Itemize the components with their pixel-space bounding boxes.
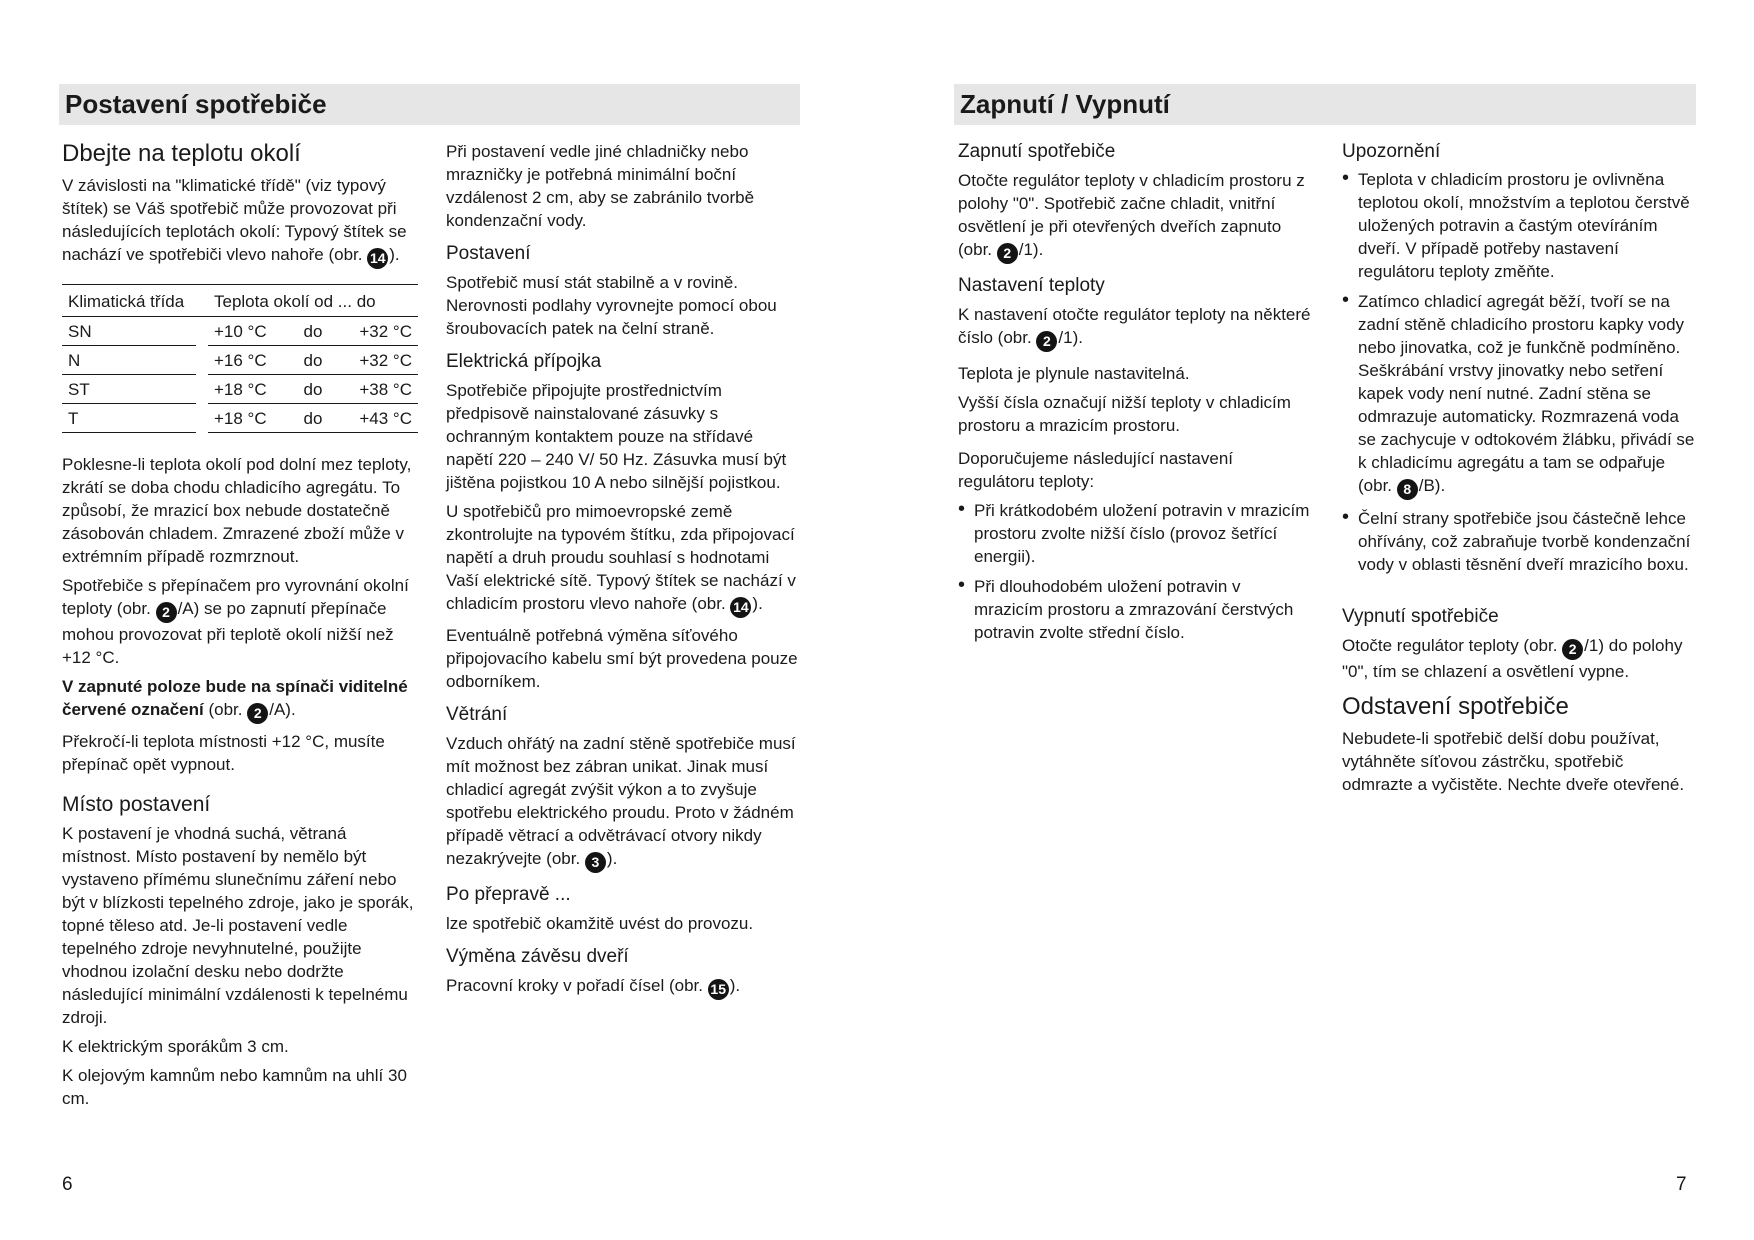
left-column-2: [446, 140, 802, 1006]
page-number-left: 6: [62, 1174, 73, 1195]
figure-ref-icon: 2: [247, 703, 268, 724]
table-cell-do: do: [293, 375, 334, 404]
table-header-class: Klimatická třída: [62, 284, 196, 317]
right-column-1: [958, 140, 1314, 651]
figure-ref-icon: 15: [708, 979, 729, 1000]
table-header-row: [62, 284, 418, 317]
figure-ref-icon: 14: [367, 248, 388, 269]
table-row: [62, 346, 418, 375]
figure-ref-icon: 2: [1562, 639, 1583, 660]
climate-class-table: [62, 284, 418, 433]
table-row: [62, 404, 418, 433]
heading-ambient-temperature: Dbejte na teplotu okolí: [62, 140, 301, 167]
table-cell-to: +32 °C: [333, 346, 418, 375]
table-cell-from: +10 °C: [208, 317, 293, 346]
table-row: [62, 375, 418, 404]
paragraph-room-temperature: Překročí-li teplota místnosti +12 °C, musíte přepínač opět vypnout.: [62, 732, 385, 774]
table-cell-do: do: [293, 404, 334, 433]
paragraph-oven-distance: K olejovým kamnům nebo kamnům na uhlí 30 cm.: [62, 1066, 407, 1108]
paragraph-stove-distance: K elektrickým sporákům 3 cm.: [62, 1037, 289, 1056]
list-item: • Čelní strany spotřebiče jsou částečně lehce ohřívány, což zabraňuje tvorbě kondenzační vody v oblasti těsnění dveří mrazicího boxu.: [1342, 507, 1698, 576]
paragraph-switch-on: Otočte regulátor teploty v chladicím prostoru z polohy "0". Spotřebič začne chladit, vnitřní osvětlení je při otevřených dveřích zapnuto (obr. 2 /1).: [958, 169, 1314, 264]
recommendation-list: [958, 499, 1314, 644]
table-cell-from: +16 °C: [208, 346, 293, 375]
paragraph-continuous: Teplota je plynule nastavitelná.: [958, 364, 1190, 383]
table-row: [62, 317, 418, 346]
heading-location: Místo postavení: [62, 793, 211, 816]
paragraph-side-distance: Při postavení vedle jiné chladničky nebo mrazničky je potřebná minimální boční vzdálenost 2 cm, aby se zabránilo tvorbě kondenzační vody.: [446, 142, 755, 230]
table-cell-class: ST: [62, 375, 196, 404]
table-cell-from: +18 °C: [208, 404, 293, 433]
paragraph-higher-numbers: Vyšší čísla označují nižší teploty v chladicím prostoru a mrazicím prostoru.: [958, 393, 1291, 435]
heading-transport: Po přepravě ...: [446, 884, 571, 905]
table-cell-do: do: [293, 317, 334, 346]
figure-ref-icon: 2: [156, 602, 177, 623]
paragraph-non-european: U spotřebičů pro mimoevropské země zkontrolujte na typovém štítku, zda připojovací napětí a druh proudu souhlasí s hodnotami Vaší elektrické sítě. Typový štítek se nachází v chladicím prostoru vlevo nahoře (obr. 14 ).: [446, 500, 802, 618]
heading-ventilation: Větrání: [446, 704, 508, 725]
paragraph-temperature-drop: Poklesne-li teplota okolí pod dolní mez teploty, zkrátí se doba chodu chladicího agregátu. To způsobí, že mrazicí box nebude dostatečně zásobován chladem. Zmrazené zboží může v extrémním případě rozmrznout.: [62, 455, 412, 566]
paragraph-recommendation: Doporučujeme následující nastavení regulátoru teploty:: [958, 449, 1233, 491]
figure-ref-icon: 14: [730, 597, 751, 618]
figure-ref-icon: 2: [997, 243, 1018, 264]
paragraph-temperature-setting: K nastavení otočte regulátor teploty na některé číslo (obr. 2 /1).: [958, 303, 1314, 352]
table-cell-class: T: [62, 404, 196, 433]
heading-electrical: Elektrická přípojka: [446, 351, 602, 372]
paragraph-switch-off: Otočte regulátor teploty (obr. 2 /1) do polohy "0", tím se chlazení a osvětlení vypne.: [1342, 636, 1683, 681]
list-item: • Teplota v chladicím prostoru je ovlivněna teplotou okolí, množstvím a teplotou čerstvě uložených potravin a častým otevíráním dveří. V případě potřeby nastavení regulátoru teploty změňte.: [1342, 168, 1698, 283]
figure-ref-icon: 2: [1036, 331, 1057, 352]
list-item: • Při krátkodobém uložení potravin v mrazicím prostoru zvolte nižší číslo (provoz šetřící energii).: [958, 499, 1314, 568]
right-column-2: [1342, 140, 1698, 802]
paragraph-location: K postavení je vhodná suchá, větraná místnost. Místo postavení by nemělo být vystaveno přímému slunečnímu záření nebo být v blízkosti tepelného zdroje, jako je sporák, topné těleso atd. Je-li postavení vedle tepelného zdroje nevyhnutelné, použijte vhodnou izolační desku nebo dodržte následující minimální vzdálenosti k tepelnému zdroji.: [62, 824, 414, 1027]
notice-list: [1342, 168, 1698, 576]
figure-ref-icon: 3: [585, 852, 606, 873]
table-cell-do: do: [293, 346, 334, 375]
table-cell-to: +32 °C: [333, 317, 418, 346]
paragraph-transport: lze spotřebič okamžitě uvést do provozu.: [446, 914, 754, 933]
heading-notice: Upozornění: [1342, 141, 1441, 162]
heading-placement: Postavení: [446, 243, 531, 264]
list-item: • Při dlouhodobém uložení potravin v mrazicím prostoru a zmrazování čerstvých potravin zvolte střední číslo.: [958, 575, 1314, 644]
table-cell-to: +43 °C: [333, 404, 418, 433]
table-cell-class: N: [62, 346, 196, 375]
paragraph-switch: Spotřebiče s přepínačem pro vyrovnání okolní teploty (obr. 2 /A) se po zapnutí přepínače mohou provozovat při teplotě okolí nižší než +12 °C.: [62, 576, 409, 667]
right-page-header: Zapnutí / Vypnutí: [954, 84, 1696, 125]
paragraph-door-hinge: Pracovní kroky v pořadí čísel (obr. 15 ).: [446, 974, 802, 1000]
table-cell-from: +18 °C: [208, 375, 293, 404]
table-header-temperature: Teplota okolí od ... do: [208, 284, 418, 317]
paragraph-placement: Spotřebič musí stát stabilně a v rovině. Nerovnosti podlahy vyrovnejte pomocí obou šroubovacích patek na čelní straně.: [446, 273, 777, 338]
page-number-right: 7: [1676, 1174, 1687, 1195]
paragraph-shutdown: Nebudete-li spotřebič delší dobu používat, vytáhněte síťovou zástrčku, spotřebič odmrazte a vyčistěte. Nechte dveře otevřené.: [1342, 729, 1685, 794]
table-cell-class: SN: [62, 317, 196, 346]
table-cell-to: +38 °C: [333, 375, 418, 404]
heading-door-hinge: Výměna závěsu dveří: [446, 946, 629, 967]
paragraph-cable: Eventuálně potřebná výměna síťového připojovacího kabelu smí být provedena pouze odborníkem.: [446, 626, 798, 691]
paragraph-electrical: Spotřebiče připojujte prostřednictvím předpisově nainstalované zásuvky s ochranným kontaktem pouze na střídavé napětí 220 – 240 V/ 50 Hz. Zásuvka musí být jištěna pojistkou 10 A nebo silnější pojistkou.: [446, 381, 787, 492]
heading-temperature-setting: Nastavení teploty: [958, 275, 1105, 296]
left-page-header: Postavení spotřebiče: [59, 84, 800, 125]
paragraph-climate-class: V závislosti na "klimatické třídě" (viz typový štítek) se Váš spotřebič může provozovat při následujících teplotách okolí: Typový štítek se nachází ve spotřebiči vlevo nahoře (obr. 14 ).: [62, 174, 418, 269]
heading-switch-on: Zapnutí spotřebiče: [958, 141, 1116, 162]
table-header-spacer: [196, 284, 208, 317]
left-column-1: [62, 140, 418, 1116]
figure-ref-icon: 8: [1397, 479, 1418, 500]
heading-shutdown: Odstavení spotřebiče: [1342, 693, 1569, 720]
paragraph-switch-indicator: V zapnuté poloze bude na spínači viditelné červené označení (obr. 2 /A).: [62, 675, 418, 724]
paragraph-ventilation: Vzduch ohřátý na zadní stěně spotřebiče musí mít možnost bez zábran unikat. Jinak musí chladicí agregát zvýšit výkon a to zvyšuje spotřebu elektrického proudu. Proto v žádném případě větrací a odvětrávací otvory nikdy nezakrývejte (obr. 3 ).: [446, 732, 802, 873]
heading-switch-off: Vypnutí spotřebiče: [1342, 606, 1499, 627]
list-item: • Zatímco chladicí agregát běží, tvoří se na zadní stěně chladicího prostoru kapky vody nebo jinovatka, což je funkčně podmíněno. Seškrábání vrstvy jinovatky nebo setření kapek vody není nutné. Zadní stěna se odmrazuje automaticky. Rozmrazená voda se zachycuje v odtokovém žlábku, přivádí se k chladicímu agregátu a tam se odpařuje (obr. 8 /B).: [1342, 290, 1698, 500]
